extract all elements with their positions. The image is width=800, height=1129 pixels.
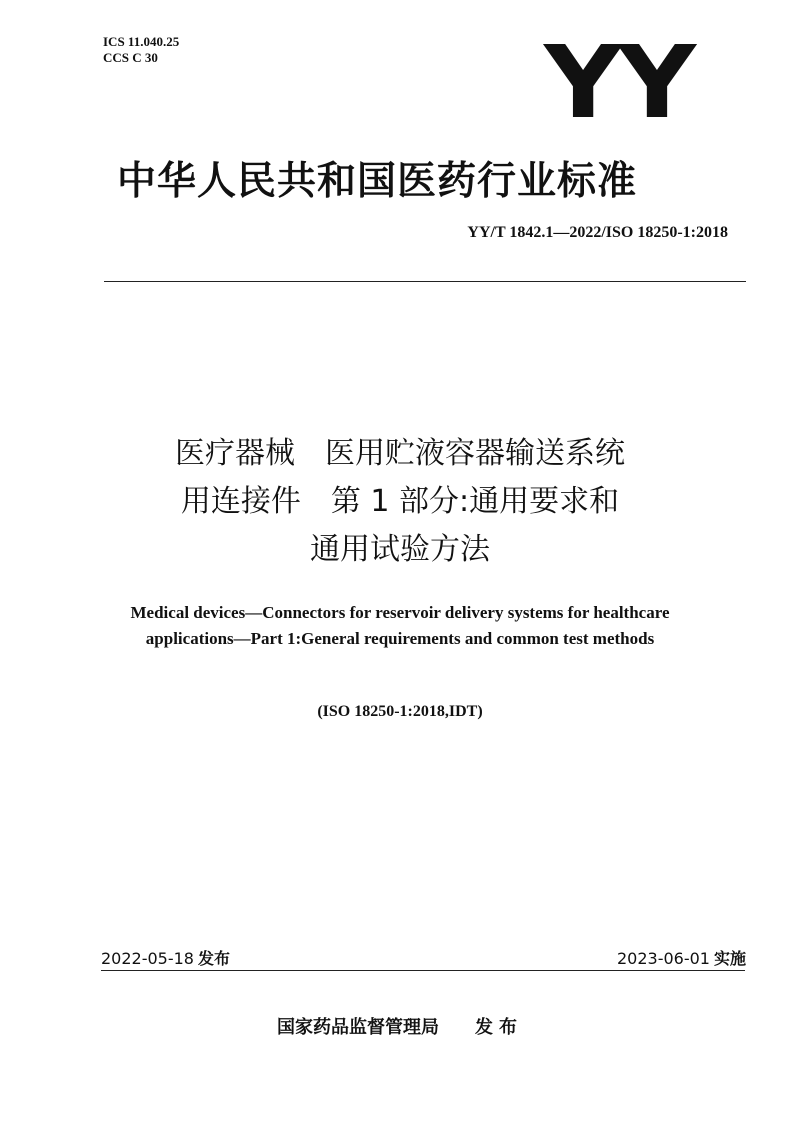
issuer-name: 国家药品监督管理局 <box>277 1017 439 1038</box>
ccs-code: CCS C 30 <box>103 50 158 65</box>
implement-date-block <box>617 946 746 969</box>
implement-label: 实施 <box>713 949 746 968</box>
standard-number: YY/T 1842.1—2022/ISO 18250-1:2018 <box>467 224 728 241</box>
standard-title: 中华人民共和国医药行业标准 <box>117 159 638 204</box>
title-cn-line-3: 通用试验方法 <box>310 532 490 567</box>
title-cn-line-1: 医疗器械 医用贮液容器输送系统 <box>175 436 625 471</box>
title-en-line-1: Medical devices—Connectors for reservoir delivery systems for healthcare <box>130 603 670 622</box>
document-title-en <box>0 600 800 652</box>
issue-label: 发布 <box>475 1017 523 1038</box>
issuer-block <box>0 1013 800 1039</box>
footer-divider <box>101 970 745 971</box>
implement-date: 2023-06-01 <box>617 949 710 968</box>
iso-reference: (ISO 18250-1:2018,IDT) <box>317 703 483 720</box>
publish-date-block <box>101 946 230 969</box>
classification-codes <box>103 34 179 66</box>
header-divider <box>104 281 746 282</box>
publish-label: 发布 <box>197 949 230 968</box>
yy-logo: YY <box>544 24 692 141</box>
title-en-line-2: applications—Part 1:General requirements and common test methods <box>145 629 655 648</box>
document-title-cn <box>0 430 800 574</box>
publish-date: 2022-05-18 <box>101 949 194 968</box>
title-cn-line-2: 用连接件 第 1 部分:通用要求和 <box>180 484 620 519</box>
ics-code: ICS 11.040.25 <box>103 34 180 49</box>
